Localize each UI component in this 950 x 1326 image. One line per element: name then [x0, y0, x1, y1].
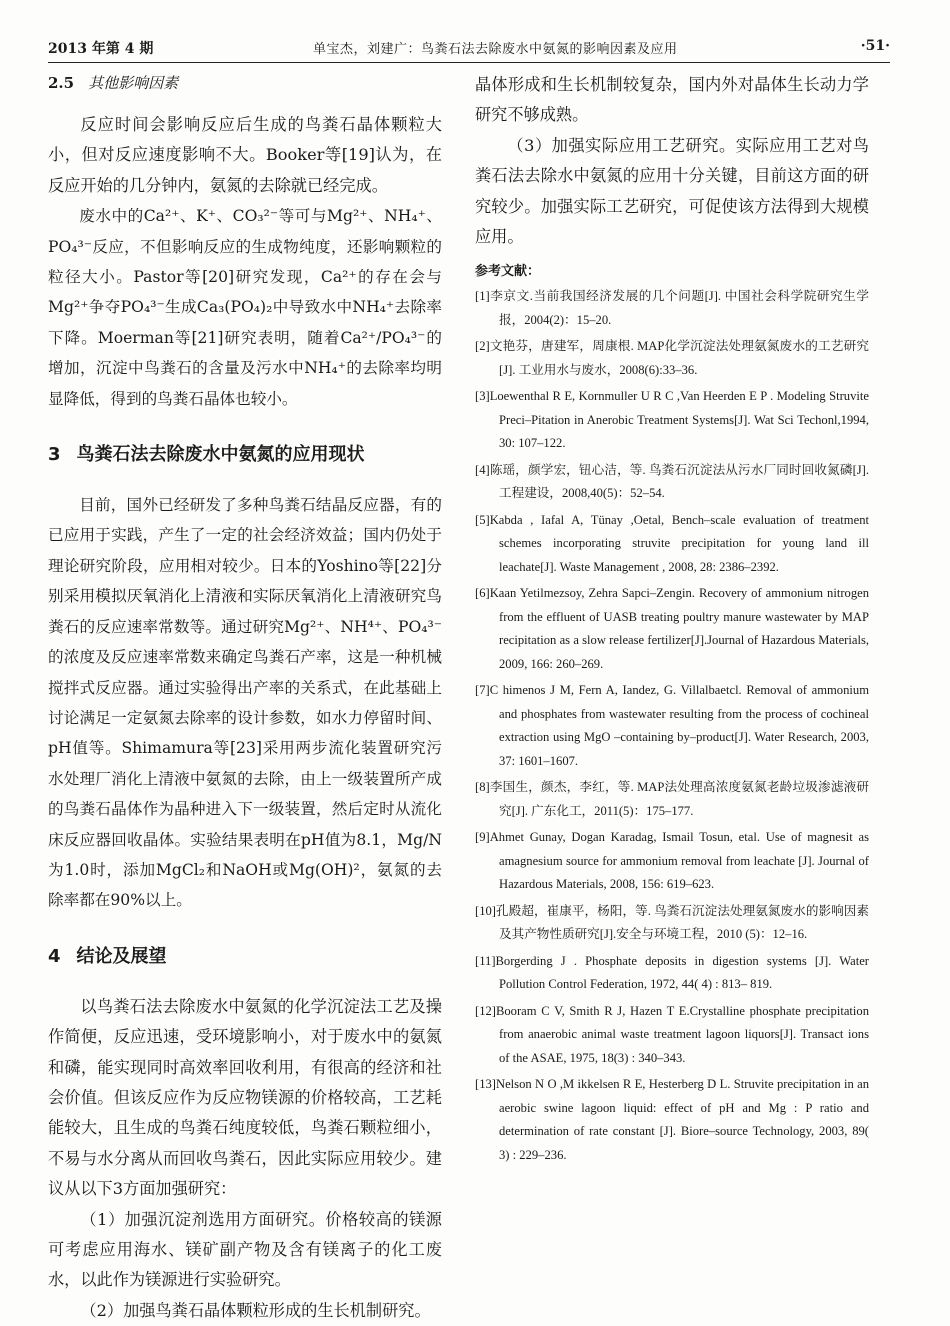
reference-number: [2]	[475, 339, 490, 354]
reference-item	[475, 335, 869, 382]
reference-item	[475, 385, 869, 456]
paragraph-reaction-time: 反应时间会影响反应后生成的鸟粪石晶体颗粒大小，但对反应速度影响不大。Booker等[19]认为，在反应开始的几分钟内，氨氮的去除就已经完成。	[48, 115, 442, 195]
reference-item	[475, 509, 869, 580]
subsection-title: 其他影响因素	[88, 74, 179, 92]
reference-number: [10]	[475, 903, 496, 918]
reference-text: 李京文.当前我国经济发展的几个问题[J]. 中国社会科学院研究生学报，2004(2)：15–20.	[489, 289, 869, 327]
reference-number: [13]	[475, 1077, 496, 1092]
running-title: 单宝杰，刘建广：鸟粪石法去除废水中氨氮的影响因素及应用	[313, 42, 678, 57]
reference-number: [6]	[475, 586, 490, 601]
reference-number: [7]	[475, 683, 490, 698]
reference-text: 孔殿超，崔康平，杨阳，等. 鸟粪石沉淀法处理氨氮废水的影响因素及其产物性质研究[J].安全与环境工程，2010 (5)：12–16.	[495, 903, 869, 942]
reference-text: Nelson N O ,M ikkelsen R E, Hesterberg D L. Struvite precipitation in an aerobic swine lagoon liquid: effect of pH and Mg : P ratio and determination of rate constant [J]. Biore–source Technology, 2003, 89( 3) : 229–236.	[495, 1077, 869, 1162]
left-column	[48, 70, 442, 1326]
page-number: ·51·	[860, 38, 890, 54]
reference-text: Loewenthal R E, Kornmuller U R C ,Van Heerden E P . Modeling Struvite Preci–Pitation in Anerobic Treatment Systems[J]. Wat Sci Techonl,1994, 30: 107–122.	[489, 389, 869, 451]
reference-list	[475, 285, 869, 1167]
reference-text: 文艳芬，唐建军，周康根. MAP化学沉淀法处理氨氮废水的工艺研究[J]. 工业用水与废水，2008(6):33–36.	[489, 339, 869, 377]
reference-item	[475, 1000, 869, 1071]
section-title: 鸟粪石法去除废水中氨氮的应用现状	[76, 444, 365, 466]
right-column	[475, 70, 869, 1170]
paragraph-suggestion-2-cont: 晶体形成和生长机制较复杂，国内外对晶体生长动力学研究不够成熟。	[475, 75, 869, 125]
section-number: 4	[48, 945, 61, 967]
reference-number: [9]	[475, 830, 490, 845]
reference-text: Ahmet Gunay, Dogan Karadag, Ismail Tosun, etal. Use of magnesit as amagnesium source for ammonium removal from leachate [J]. Journal of Hazardous Materials, 2008, 156: 619–623.	[489, 830, 869, 892]
reference-item	[475, 826, 869, 897]
reference-number: [1]	[475, 289, 490, 304]
reference-item	[475, 285, 869, 332]
section-title: 结论及展望	[76, 945, 167, 967]
reference-text: 陈瑶，颜学宏，钮心洁，等. 鸟粪石沉淀法从污水厂同时回收氮磷[J]. 工程建设，2008,40(5)：52–54.	[489, 462, 869, 501]
running-header	[48, 36, 890, 63]
paragraph-conclusion: 以鸟粪石法去除废水中氨氮的化学沉淀法工艺及操作简便，反应迅速，受环境影响小，对于废水中的氨氮和磷，能实现同时高效率回收利用，有很高的经济和社会价值。但该反应作为反应物镁源的价格较高，工艺耗能较大，且生成的鸟粪石纯度较低，鸟粪石颗粒细小，不易与水分离从而回收鸟粪石，因此实际应用较少。建议从以下3方面加强研究：	[48, 996, 442, 1199]
reference-number: [12]	[475, 1003, 496, 1018]
reference-text: 李国生，颜杰，李红，等. MAP法处理高浓度氨氮老龄垃圾渗滤液研究[J]. 广东化工，2011(5)：175–177.	[489, 780, 869, 818]
reference-item	[475, 950, 869, 997]
paragraph-ions: 废水中的Ca²⁺、K⁺、CO₃²⁻等可与Mg²⁺、NH₄⁺、PO₄³⁻反应，不但影响反应的生成物纯度，还影响颗粒的粒径大小。Pastor等[20]研究发现，Ca²⁺的存在会与Mg²⁺争夺PO₄³⁻生成Ca₃(PO₄)₂中导致水中NH₄⁺去除率下降。Moerman等[21]研究表明，随着Ca²⁺/PO₄³⁻的增加，沉淀中鸟粪石的含量及污水中NH₄⁺的去除率均明显降低，得到的鸟粪石晶体也较小。	[48, 207, 442, 408]
reference-number: [11]	[475, 953, 496, 968]
reference-item	[475, 1073, 869, 1167]
subsection-number: 2.5	[48, 74, 75, 92]
reference-text: Kaan Yetilmezsoy, Zehra Sapci–Zengin. Recovery of ammonium nitrogen from the effluent of UASB treating poultry manure wastewater by MAP recipitation as a slow release fertilizer[J].Journal of Hazardous Materials, 2009, 166: 260–269.	[489, 586, 869, 671]
reference-number: [5]	[475, 512, 490, 527]
reference-text: C himenos J M, Fern A, Iandez, G. Villalbaetcl. Removal of ammonium and phosphates from wastewater resulting from the process of cochineal extraction using MgO –containing by–product[J]. Water Research, 2003, 37: 1601–1607.	[489, 683, 869, 768]
reference-item	[475, 459, 869, 506]
paragraph-suggestion-3: （3）加强实际应用工艺研究。实际应用工艺对鸟粪石法去除水中氨氮的应用十分关键，目前这方面的研究较少。加强实际工艺研究，可促使该方法得到大规模应用。	[475, 135, 869, 247]
reference-text: Kabda , Iafal A, Tünay ,Oetal, Bench–scale evaluation of treatment schemes incorporating struvite precipitation for young land ill leachate[J]. Waste Management , 2008, 28: 2386–2392.	[489, 512, 869, 574]
subsection-heading-2-5	[48, 70, 442, 96]
reference-item	[475, 900, 869, 947]
reference-text: Borgerding J . Phosphate deposits in digestion systems [J]. Water Pollution Control Federation, 1972, 44( 4) : 813– 819.	[495, 953, 869, 992]
reference-item	[475, 582, 869, 676]
section-number: 3	[48, 444, 61, 466]
paragraph-suggestion-1: （1）加强沉淀剂选用方面研究。价格较高的镁源可考虑应用海水、镁矿副产物及含有镁离子的化工废水，以此作为镁源进行实验研究。	[48, 1209, 442, 1290]
paragraph-suggestion-2: （2）加强鸟粪石晶体颗粒形成的生长机制研究。	[80, 1300, 431, 1320]
reference-text: Booram C V, Smith R J, Hazen T E.Crystalline phosphate precipitation from anaerobic animal waste treatment lagoon liquors[J]. Transact ions of the ASAE, 1975, 18(3) : 340–343.	[495, 1003, 869, 1065]
reference-number: [4]	[475, 462, 490, 477]
paragraph-application-status: 目前，国外已经研发了多种鸟粪石结晶反应器，有的已应用于实践，产生了一定的社会经济效益；国内仍处于理论研究阶段，应用相对较少。日本的Yoshino等[22]分别采用模拟厌氧消化上清液和实际厌氧消化上清液研究鸟粪石的反应速率常数等。通过研究Mg²⁺、NH⁴⁺、PO₄³⁻的浓度及反应速率常数来确定鸟粪石产率，这是一种机械搅拌式反应器。通过实验得出产率的关系式，在此基础上讨论满足一定氨氮去除率的设计参数，如水力停留时间、pH值等。Shimamura等[23]采用两步流化装置研究污水处理厂消化上清液中氨氮的去除，由上一级装置所产成的鸟粪石晶体作为晶种进入下一级装置，然后定时从流化床反应器回收晶体。实验结果表明在pH值为8.1，Mg/N为1.0时，添加MgCl₂和NaOH或Mg(OH)²，氨氮的去除率都在90%以上。	[48, 496, 442, 910]
section-heading-3	[48, 440, 442, 470]
section-heading-4	[48, 942, 442, 972]
references-heading: 参考文献：	[475, 264, 541, 280]
reference-item	[475, 776, 869, 823]
reference-item	[475, 679, 869, 773]
reference-number: [3]	[475, 389, 490, 404]
reference-number: [8]	[475, 780, 490, 795]
issue-label: 2013 年第 4 期	[48, 41, 154, 57]
